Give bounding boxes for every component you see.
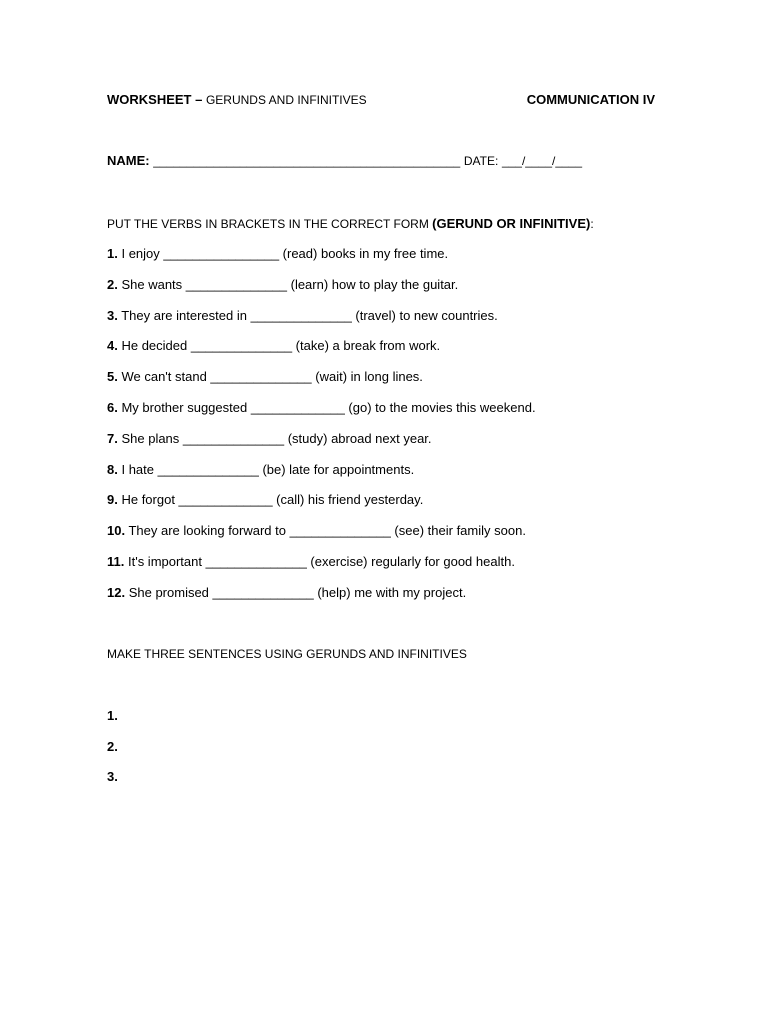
exercise-text: My brother suggested _____________ (go) to the movies this weekend. [121,399,536,415]
exercise-number: 7. [107,430,118,446]
exercise-number: 11. [107,553,125,569]
exercise-item [107,461,536,492]
exercise-number: 12. [107,584,126,600]
worksheet-label: WORKSHEET – [107,92,203,107]
exercise-item [107,584,536,615]
exercise-text: It's important ______________ (exercise) regularly for good health. [127,553,515,569]
exercise-number: 8. [107,461,118,477]
exercise-text: He decided ______________ (take) a break from work. [121,338,441,354]
exercise-text: I hate ______________ (be) late for appointments. [121,461,415,477]
date-blank: ___/____/____ [501,154,583,168]
exercise-text: They are looking forward to ______________ (see) their family soon. [128,523,526,539]
exercise-text: We can't stand ______________ (wait) in long lines. [121,369,423,385]
sentence-item: 3. [107,769,118,784]
worksheet-topic: GERUNDS AND INFINITIVES [205,93,367,107]
exercise-number: 6. [107,399,118,415]
name-label: NAME: [107,153,150,168]
exercise-text: He forgot _____________ (call) his friend yesterday. [121,492,424,508]
instruction [107,216,594,231]
exercise-text: She promised ______________ (help) me with my project. [128,584,467,600]
exercise-number: 1. [107,246,118,261]
exercise-number: 2. [107,276,118,292]
exercise-text: They are interested in ______________ (travel) to new countries. [121,307,498,323]
exercise-item [107,276,536,307]
exercise-number: 4. [107,338,118,354]
instruction-emphasis: (GERUND OR INFINITIVE) [432,216,591,231]
worksheet-header [107,92,655,112]
date-label: DATE: [463,154,499,168]
name-blank: ______________________________________________ [153,154,461,168]
exercise-text: She plans ______________ (study) abroad next year. [121,430,432,446]
worksheet-title [107,92,367,107]
sentence-list [107,707,118,799]
exercise-item [107,491,536,522]
exercise-item [107,307,536,338]
instruction-suffix: : [590,217,594,231]
course-name: COMMUNICATION IV [526,92,655,107]
sentence-item: 1. [107,708,118,723]
exercise-number: 3. [107,307,118,323]
exercise-item [107,522,536,553]
exercise-item [107,368,536,399]
exercise-item [107,245,536,276]
exercise-number: 5. [107,369,118,385]
exercise-text: I enjoy ________________ (read) books in my free time. [121,246,449,261]
exercise-item [107,430,536,461]
exercise-number: 10. [107,523,126,539]
sentence-item: 2. [107,738,118,754]
exercise-item [107,399,536,430]
exercise-text: She wants ______________ (learn) how to play the guitar. [121,276,459,292]
instruction-text: PUT THE VERBS IN BRACKETS IN THE CORRECT FORM [107,217,429,231]
name-date-row [107,153,582,168]
exercise-number: 9. [107,492,118,508]
exercise-item [107,337,536,368]
section-heading: MAKE THREE SENTENCES USING GERUNDS AND INFINITIVES [107,647,467,661]
exercise-list [107,245,536,615]
exercise-item [107,553,536,584]
